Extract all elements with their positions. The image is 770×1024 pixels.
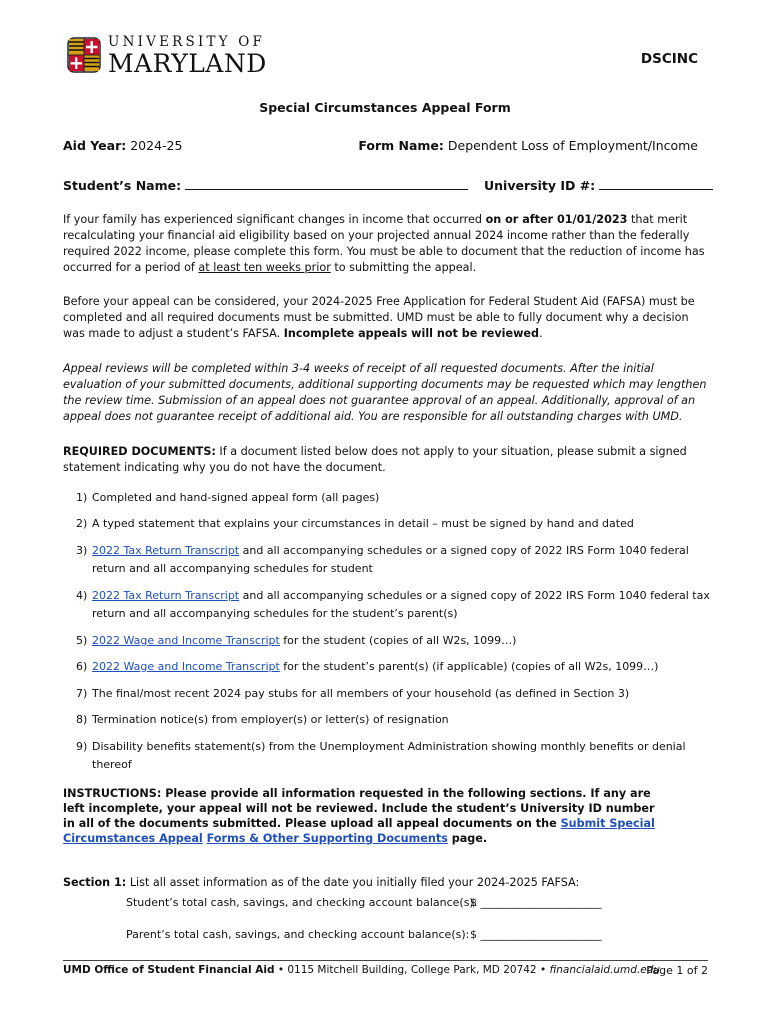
student-name-row	[63, 177, 468, 193]
form-name	[358, 138, 698, 153]
instructions-text: INSTRUCTIONS: Please provide all information requested in the following sections. If any are left incomplete, your appeal will not be reviewed. Include the student’s University ID number in all of the documents submitted. Please upload all appeal documents on the	[63, 787, 655, 830]
supporting-documents-link[interactable]: Forms & Other Supporting Documents	[206, 832, 448, 845]
list-item-text: for the student’s parent(s) (if applicable) (copies of all W2s, 1099…)	[279, 660, 659, 673]
intro-paragraph-1	[63, 212, 713, 276]
intro-p2-text: Before your appeal can be considered, your 2024-2025 Free Application for Federal Student Aid (FAFSA) must be completed and all required documents must be submitted. UMD must be able to fully document why a decision was made to adjust a student’s FAFSA.	[63, 295, 695, 340]
list-item-number: 2)	[76, 517, 88, 530]
wage-income-transcript-link[interactable]: 2022 Wage and Income Transcript	[92, 660, 280, 673]
list-item-text: Termination notice(s) from employer(s) or letter(s) of resignation	[92, 713, 449, 726]
intro-p1-bold: on or after 01/01/2023	[485, 213, 628, 226]
instructions	[63, 786, 663, 846]
intro-p1-text-b: that merit recalculating your financial aid eligibility based on your projected annual 2024 income rather than the federally required 2022 income, please complete this form. You must be able to document that the reduction of income has occurred for a period of	[63, 213, 705, 274]
logo-line-2: MARYLAND	[108, 48, 267, 78]
intro-p2-end: .	[539, 327, 543, 340]
list-item-text: Completed and hand-signed appeal form (all pages)	[92, 491, 380, 504]
intro-p2-bold: Incomplete appeals will not be reviewed	[283, 327, 540, 340]
page-number: Page 1 of 2	[646, 964, 708, 977]
parent-balance-field[interactable]: $ ______________________	[470, 928, 602, 941]
logo-line-1: UNIVERSITY OF	[108, 34, 266, 50]
intro-p1-text-a: If your family has experienced significant changes in income that occurred	[63, 213, 486, 226]
required-documents-heading: REQUIRED DOCUMENTS:	[63, 445, 216, 458]
footer-address: 0115 Mitchell Building, College Park, MD 20742	[287, 964, 537, 976]
footer-divider	[63, 960, 708, 961]
aid-year-label: Aid Year:	[63, 138, 127, 153]
intro-p1-text-c: to submitting the appeal.	[330, 261, 477, 274]
parent-balance-label: Parent’s total cash, savings, and checking account balance(s):	[126, 928, 470, 941]
list-item-text: for the student (copies of all W2s, 1099…)	[279, 634, 517, 647]
form-name-value: Dependent Loss of Employment/Income	[447, 138, 698, 153]
umd-logo	[66, 36, 267, 76]
footer	[63, 964, 660, 976]
list-item-number: 8)	[76, 713, 88, 726]
section-1-label: Section 1:	[63, 876, 127, 889]
list-item-text: and all accompanying schedules or a signed copy of 2022 IRS Form 1040 federal tax return and all accompanying schedules for the student’s parent(s)	[92, 589, 710, 620]
list-item-number: 4)	[76, 589, 88, 602]
submit-appeal-link[interactable]: Submit Special Circumstances Appeal	[63, 817, 655, 845]
tax-return-transcript-link[interactable]: 2022 Tax Return Transcript	[92, 544, 240, 557]
list-item-number: 3)	[76, 544, 88, 557]
tax-return-transcript-link[interactable]: 2022 Tax Return Transcript	[92, 589, 240, 602]
university-id-label: University ID #:	[484, 178, 596, 193]
list-item-text: A typed statement that explains your circumstances in detail – must be signed by hand and dated	[92, 517, 634, 530]
university-id-row	[484, 177, 713, 193]
maryland-seal-icon	[66, 36, 102, 74]
list-item-number: 7)	[76, 687, 88, 700]
intro-p1-underline: at least ten weeks prior	[198, 261, 331, 274]
student-name-label: Student’s Name:	[63, 178, 182, 193]
footer-separator: •	[274, 964, 288, 976]
footer-separator: •	[536, 964, 550, 976]
list-item-text: and all accompanying schedules or a signed copy of 2022 IRS Form 1040 federal return and all accompanying schedules for student	[92, 544, 689, 575]
aid-year	[63, 138, 182, 153]
section-1-heading	[63, 876, 579, 889]
form-code: DSCINC	[640, 51, 698, 67]
required-documents-intro	[63, 444, 713, 476]
list-item-number: 5)	[76, 634, 88, 647]
list-item-number: 6)	[76, 660, 88, 673]
student-balance-field[interactable]: $ ______________________	[470, 896, 602, 909]
page-title: Special Circumstances Appeal Form	[259, 100, 511, 115]
form-name-label: Form Name:	[358, 138, 444, 153]
wage-income-transcript-link[interactable]: 2022 Wage and Income Transcript	[92, 634, 280, 647]
aid-year-value: 2024-25	[130, 138, 183, 153]
student-balance-label: Student’s total cash, savings, and checking account balance(s):	[126, 896, 478, 909]
footer-office: UMD Office of Student Financial Aid	[63, 964, 275, 976]
list-item-text: The final/most recent 2024 pay stubs for all members of your household (as defined in Section 3)	[92, 687, 630, 700]
student-name-field[interactable]	[185, 177, 468, 190]
list-item-text: Disability benefits statement(s) from the Unemployment Administration showing monthly benefits or denial thereof	[92, 740, 686, 771]
footer-website: financialaid.umd.edu	[549, 964, 661, 976]
required-documents-text: If a document listed below does not apply to your situation, please submit a signed statement indicating why you do not have the document.	[63, 445, 687, 474]
list-item-number: 9)	[76, 740, 88, 753]
instructions-end: page.	[447, 832, 488, 845]
intro-paragraph-2	[63, 294, 713, 342]
list-item-number: 1)	[76, 491, 88, 504]
section-1-text: List all asset information as of the date you initially filed your 2024-2025 FAFSA:	[126, 876, 580, 889]
university-id-field[interactable]	[599, 177, 713, 190]
intro-paragraph-3: Appeal reviews will be completed within 3-4 weeks of receipt of all requested documents. After the initial evaluation of your submitted documents, additional supporting documents may be requested which may lengthen the review time. Submission of an appeal does not guarantee approval of an appeal. Additionally, approval of an appeal does not guarantee receipt of additional aid. You are responsible for all outstanding charges with UMD.	[63, 362, 707, 423]
